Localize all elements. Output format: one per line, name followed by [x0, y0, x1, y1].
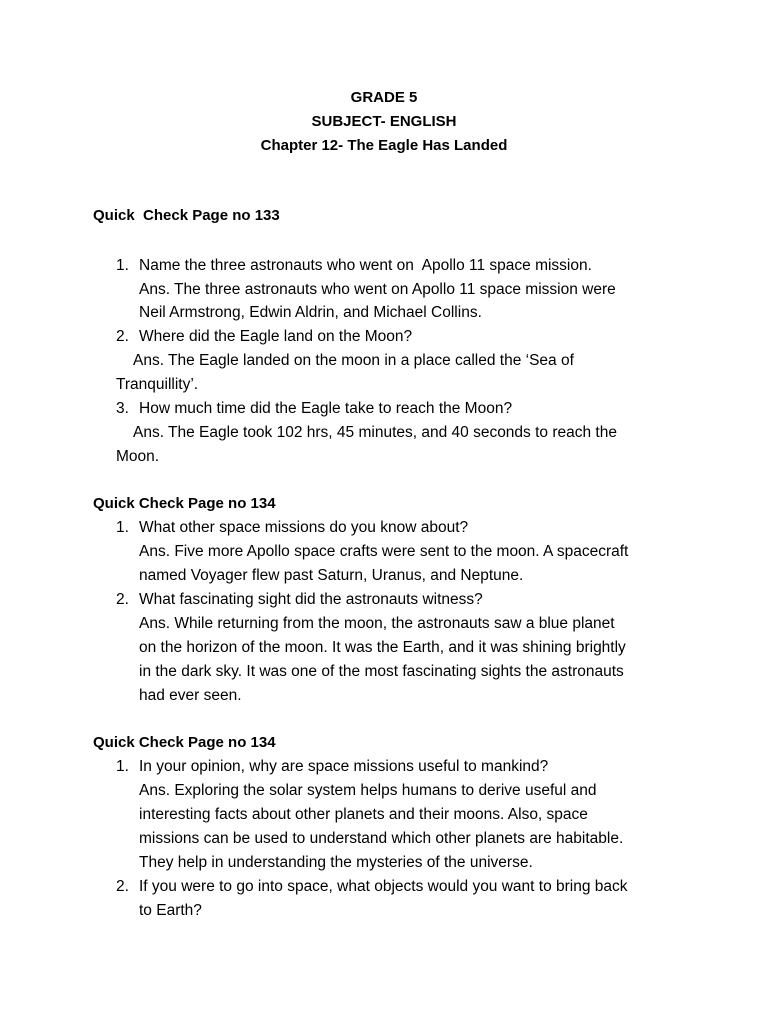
question-text: What fascinating sight did the astronauts witness?: [139, 591, 483, 608]
question-text: Where did the Eagle land on the Moon?: [139, 328, 413, 345]
grade-heading: GRADE 5: [350, 89, 418, 106]
answer-line: Tranquillity’.: [116, 376, 199, 393]
question-number: 1.: [116, 758, 129, 775]
section-heading: Quick Check Page no 134: [93, 734, 276, 751]
answer-line: had ever seen.: [139, 687, 242, 704]
question-text: Name the three astronauts who went on Apollo 11 space mission.: [139, 257, 592, 274]
question-number: 2.: [116, 591, 129, 608]
question-text: In your opinion, why are space missions useful to mankind?: [139, 758, 549, 775]
question-number: 1.: [116, 519, 129, 536]
answer-line: Ans. While returning from the moon, the astronauts saw a blue planet: [139, 615, 615, 632]
question-text: What other space missions do you know about?: [139, 519, 469, 536]
question-number: 2.: [116, 878, 129, 895]
answer-line: Ans. Exploring the solar system helps humans to derive useful and: [139, 782, 597, 799]
answer-line: interesting facts about other planets and their moons. Also, space: [139, 806, 588, 823]
answer-line: Ans. The three astronauts who went on Apollo 11 space mission were: [139, 281, 616, 298]
answer-line: on the horizon of the moon. It was the Earth, and it was shining brightly: [139, 639, 626, 656]
answer-line: named Voyager flew past Saturn, Uranus, and Neptune.: [139, 567, 524, 584]
answer-line: in the dark sky. It was one of the most fascinating sights the astronauts: [139, 663, 624, 680]
question-number: 1.: [116, 257, 129, 274]
answer-line: Neil Armstrong, Edwin Aldrin, and Michael Collins.: [139, 304, 482, 321]
answer-line: Ans. Five more Apollo space crafts were sent to the moon. A spacecraft: [139, 543, 629, 560]
chapter-title: Chapter 12- The Eagle Has Landed: [260, 137, 508, 154]
answer-line: Ans. The Eagle took 102 hrs, 45 minutes, and 40 seconds to reach the: [133, 424, 617, 441]
question-number: 3.: [116, 400, 129, 417]
subject-heading: SUBJECT- ENGLISH: [311, 113, 457, 130]
answer-line: They help in understanding the mysteries of the universe.: [139, 854, 533, 871]
question-number: 2.: [116, 328, 129, 345]
section-heading: Quick Check Page no 134: [93, 495, 276, 512]
answer-line: Ans. The Eagle landed on the moon in a place called the ‘Sea of: [133, 352, 574, 369]
answer-line: missions can be used to understand which other planets are habitable.: [139, 830, 624, 847]
question-text: If you were to go into space, what objects would you want to bring back: [139, 878, 628, 895]
question-text: to Earth?: [139, 902, 202, 919]
section-heading: Quick Check Page no 133: [93, 207, 280, 224]
answer-line: Moon.: [116, 448, 160, 465]
question-text: How much time did the Eagle take to reach the Moon?: [139, 400, 513, 417]
